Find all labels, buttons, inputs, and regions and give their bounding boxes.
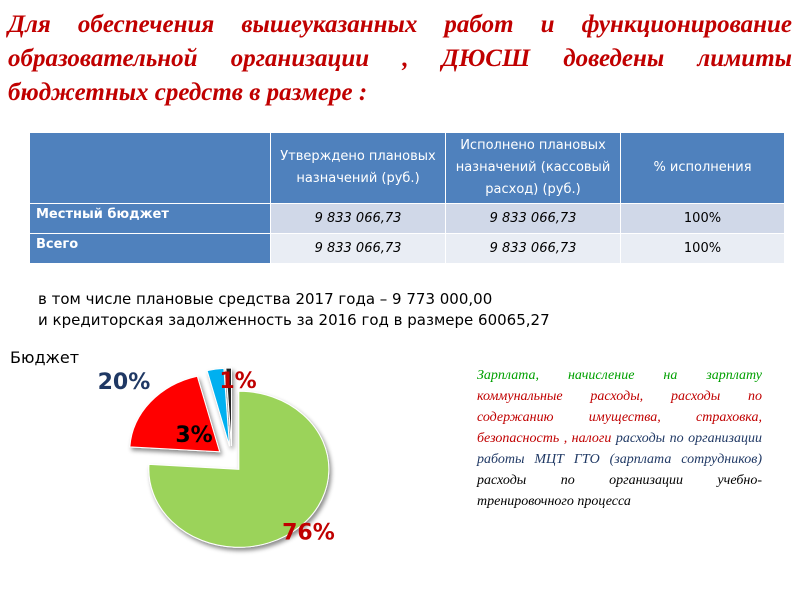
cell-approved: 9 833 066,73 [271,203,446,233]
cell-executed: 9 833 066,73 [446,233,621,263]
pie-label-utilities: 20% [97,370,151,396]
table-header-approved: Утверждено плановых назначений (руб.) [271,133,446,203]
pie-label-training: 1% [219,369,257,394]
legend-entry-gto: расходы по организации работы МЦТ ГТО (зарплата сотрудников) [477,431,762,467]
cell-percent: 100% [621,233,784,263]
note-line-planned: в том числе плановые средства 2017 года – 9 773 000,00 [38,290,493,308]
legend-entry-utilities: коммунальные расходы, расходы по содержанию имущества, страховка, безопасность , налоги [477,389,762,446]
cell-approved: 9 833 066,73 [271,233,446,263]
pie-label-gto: 3% [175,423,213,448]
table-header-executed: Исполнено плановых назначений (кассовый расход) (руб.) [446,133,621,203]
legend-entry-training: расходы по организации учебно-тренировочного процесса [477,473,762,509]
row-label-local-budget: Местный бюджет [30,203,271,233]
chart-title: Бюджет [10,348,80,367]
chart-legend [477,365,762,512]
cell-percent: 100% [621,203,784,233]
legend-entry-salary: Зарплата, начисление на зарплату [477,368,762,383]
note-line-debt: и кредиторская задолженность за 2016 год в размере 60065,27 [38,311,550,329]
table-header-percent: % исполнения [621,133,784,203]
page-title: Для обеспечения вышеуказанных работ и функционирование образовательной организации , ДЮСШ доведены лимиты бюджетных средств в размере : [8,11,792,106]
pie-label-salary: 76% [282,520,335,546]
cell-executed: 9 833 066,73 [446,203,621,233]
row-label-total: Всего [30,233,271,263]
